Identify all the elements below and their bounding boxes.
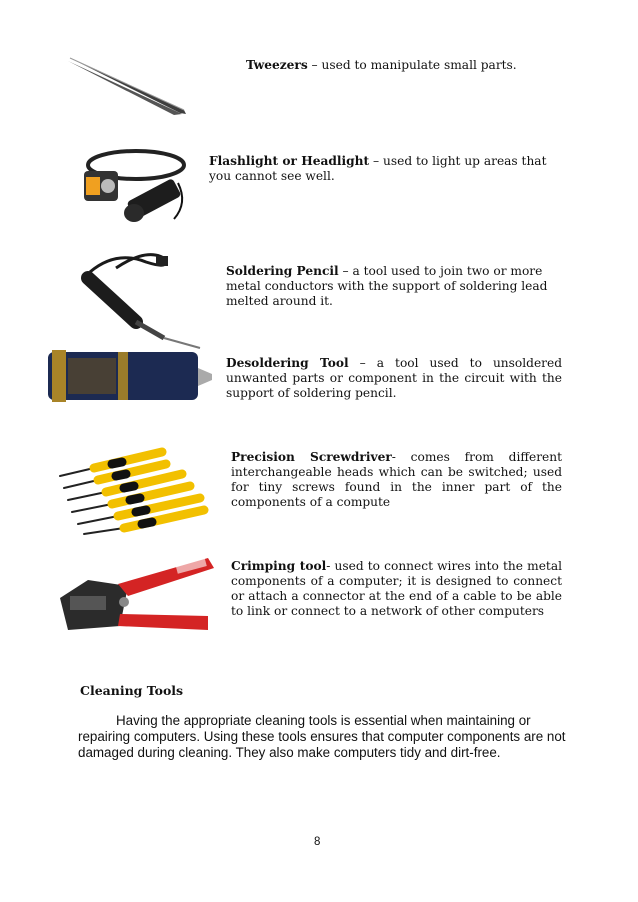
tool-name: Flashlight or Headlight — [209, 154, 370, 168]
tool-flashlight — [209, 154, 561, 184]
flashlight-image — [78, 143, 206, 225]
tool-description: - used to connect wires into the metal components of a computer; it is designed to connect or attach a connector at the end of a cable to be able to link or connect to a network of other computers — [231, 559, 562, 618]
tool-description: – a tool used to unsoldered unwanted parts or component in the circuit with the support of soldering pencil. — [226, 356, 562, 400]
tool-name: Soldering Pencil — [226, 264, 339, 278]
section-paragraph — [78, 713, 568, 761]
tool-precision-screwdriver — [231, 450, 562, 510]
tool-description: - comes from different interchangeable heads which can be switched; used for tiny screws found in the inner part of the components of a compute — [231, 450, 562, 509]
tool-soldering-pencil — [226, 264, 562, 309]
soldering-pencil-image — [76, 250, 206, 350]
section-heading: Cleaning Tools — [80, 683, 184, 698]
desoldering-tool-image — [48, 346, 214, 408]
tool-description: – used to light up areas that you cannot see well. — [209, 154, 547, 183]
precision-screwdriver-image — [54, 442, 214, 538]
tool-description: – used to manipulate small parts. — [307, 58, 517, 72]
tool-name: Precision Screwdriver — [231, 450, 392, 464]
tool-name: Crimping tool — [231, 559, 327, 573]
crimping-tool-image — [58, 556, 218, 638]
tweezers-image — [64, 52, 190, 118]
tool-desoldering — [226, 356, 562, 401]
tool-tweezers — [246, 58, 576, 73]
tool-name: Tweezers — [246, 58, 308, 72]
tool-crimping — [231, 559, 562, 619]
tool-description: – a tool used to join two or more metal conductors with the support of soldering lead melted around it. — [226, 264, 548, 308]
page-number: 8 — [314, 836, 321, 848]
tool-name: Desoldering Tool — [226, 356, 349, 370]
section-paragraph-text: Having the appropriate cleaning tools is essential when maintaining or repairing computers. Using these tools ensures that computer components are not damaged during cleaning. They also make computers tidy and dirt-free. — [78, 713, 566, 760]
